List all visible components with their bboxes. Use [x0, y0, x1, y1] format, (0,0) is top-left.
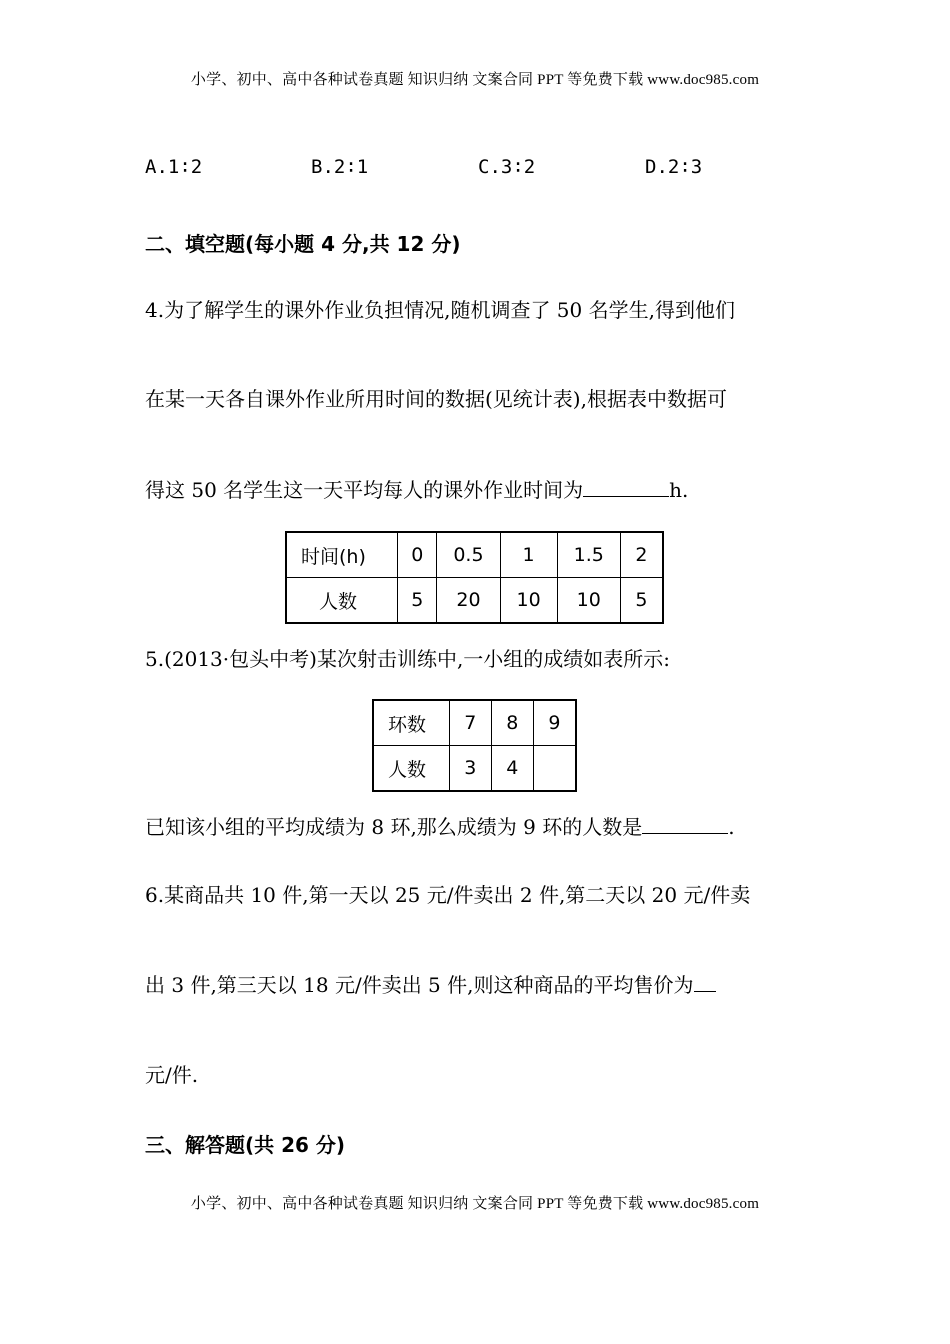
table-row	[373, 700, 576, 746]
table-cell: 1	[500, 532, 557, 578]
answer-blank-q4	[583, 476, 669, 497]
answer-blank-q6	[694, 971, 716, 992]
table-cell: 5	[620, 578, 663, 624]
question-6-line-2	[145, 971, 716, 999]
table-cell: 5	[398, 578, 437, 624]
table-cell: 10	[557, 578, 620, 624]
table-cell: 0	[398, 532, 437, 578]
option-b: B.2∶1	[311, 156, 369, 178]
question-3-options	[145, 156, 845, 182]
question-6-line-3: 元/件.	[145, 1063, 199, 1087]
table-cell: 1.5	[557, 532, 620, 578]
table-cell: 8	[491, 700, 533, 746]
question-5-line-2	[145, 813, 735, 841]
question-5-period: .	[728, 815, 735, 839]
table-cell: 0.5	[437, 532, 500, 578]
table-row	[286, 532, 663, 578]
question-4-line-2: 在某一天各自课外作业所用时间的数据(见统计表),根据表中数据可	[145, 387, 727, 411]
section-3-title: 三、解答题(共 26 分)	[145, 1133, 346, 1157]
question-6-line-1: 6.某商品共 10 件,第一天以 25 元/件卖出 2 件,第二天以 20 元/件卖	[145, 883, 751, 907]
question-5-line-2-text: 已知该小组的平均成绩为 8 环,那么成绩为 9 环的人数是	[145, 815, 643, 839]
answer-blank-q5	[642, 813, 728, 834]
page-header: 小学、初中、高中各种试卷真题 知识归纳 文案合同 PPT 等免费下载 www.doc985.com	[190, 72, 760, 88]
section-2-title: 二、填空题(每小题 4 分,共 12 分)	[145, 232, 461, 256]
question-6-line-2-text: 出 3 件,第三天以 18 元/件卖出 5 件,则这种商品的平均售价为	[145, 973, 694, 997]
table-cell: 4	[491, 746, 533, 792]
option-a: A.1∶2	[145, 156, 203, 178]
question-4-unit: h.	[669, 478, 689, 502]
page-footer: 小学、初中、高中各种试卷真题 知识归纳 文案合同 PPT 等免费下载 www.doc985.com	[190, 1196, 760, 1212]
table-cell-empty	[533, 746, 576, 792]
table-cell: 20	[437, 578, 500, 624]
option-d: D.2∶3	[645, 156, 703, 178]
option-c: C.3∶2	[478, 156, 536, 178]
table-cell: 3	[449, 746, 491, 792]
table-cell: 10	[500, 578, 557, 624]
question-4-line-1: 4.为了解学生的课外作业负担情况,随机调查了 50 名学生,得到他们	[145, 298, 735, 322]
question-4-line-3	[145, 476, 688, 504]
shooting-score-table	[372, 699, 577, 792]
question-5-line-1: 5.(2013·包头中考)某次射击训练中,一小组的成绩如表所示:	[145, 647, 671, 671]
table-row	[373, 746, 576, 792]
question-4-line-3-text: 得这 50 名学生这一天平均每人的课外作业时间为	[145, 478, 584, 502]
table-header-cell: 时间(h)	[286, 532, 398, 578]
table-row	[286, 578, 663, 624]
table-cell: 7	[449, 700, 491, 746]
homework-time-table	[285, 531, 664, 624]
table-cell: 9	[533, 700, 576, 746]
table-cell: 2	[620, 532, 663, 578]
table-header-cell: 人数	[373, 746, 449, 792]
table-header-cell: 环数	[373, 700, 449, 746]
table-header-cell: 人数	[286, 578, 398, 624]
